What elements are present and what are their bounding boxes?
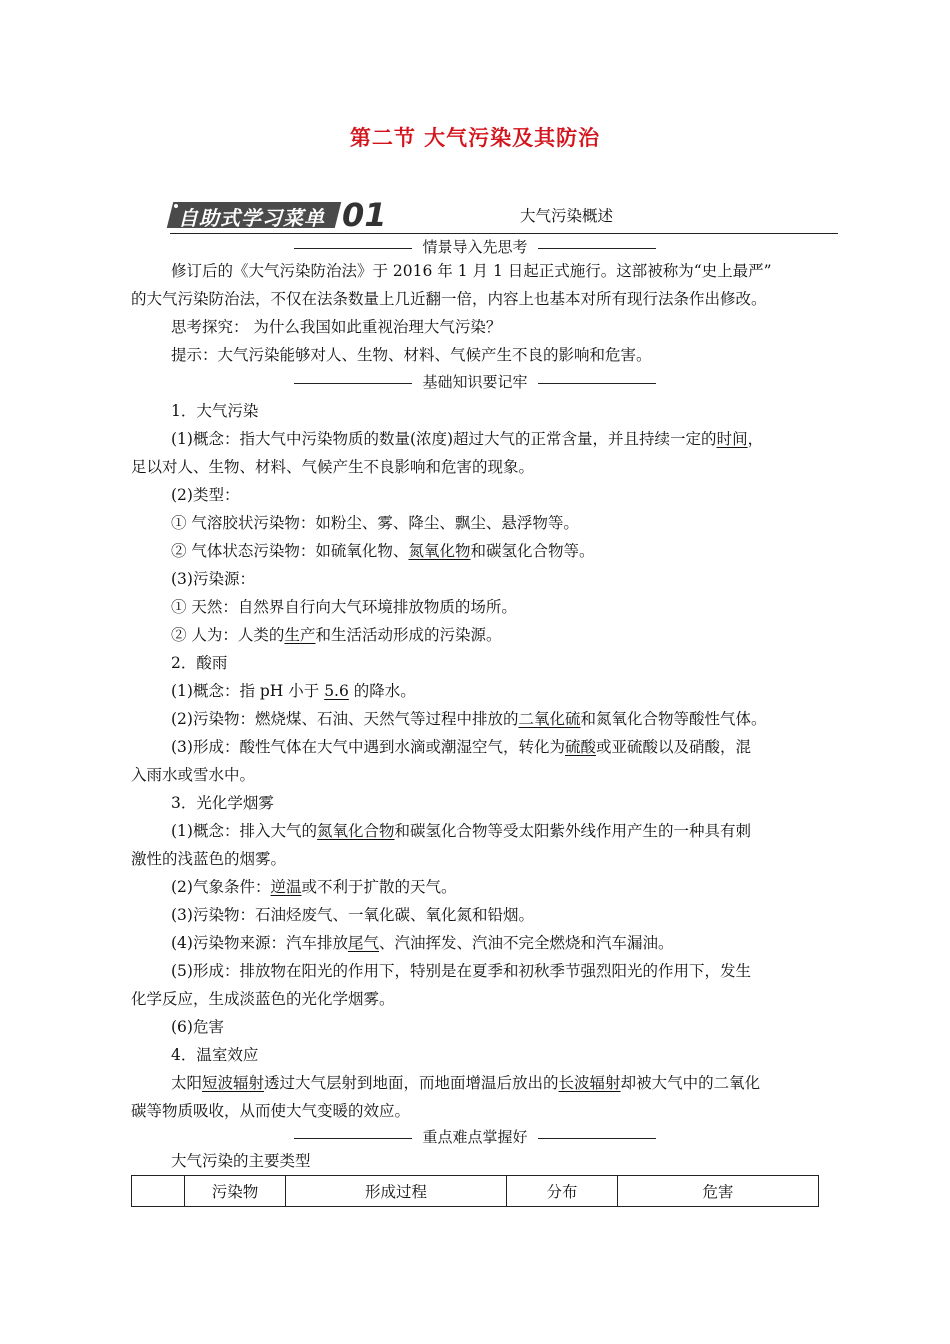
section-heading: 2．酸雨 [171,654,228,672]
divider-scenario: 情景导入先思考 [0,236,950,257]
page-title: 第二节 大气污染及其防治 [349,126,601,150]
text-line: (2)类型： [171,486,240,504]
text-line: 足以对人、生物、材料、气候产生不良影响和危害的现象。 [131,458,535,476]
hint-text: 提示：大气污染能够对人、生物、材料、气候产生不良的影响和危害。 [171,346,652,364]
text-line: (1)概念：指 pH 小于 5.6 的降水。 [171,682,416,700]
answer-blank: 硫酸 [564,738,596,756]
answer-blank: 生产 [284,626,316,644]
table-header-cell: 形成过程 [286,1176,507,1207]
answer-blank: 短波辐射 [202,1074,265,1092]
answer-blank: 氮氧化物 [408,542,471,560]
banner-rule [170,233,838,234]
text-line: (5)形成：排放物在阳光的作用下，特别是在夏季和初秋季节强烈阳光的作用下，发生 [171,962,751,980]
section-heading: 4．温室效应 [171,1046,259,1064]
table-header-cell: 分布 [507,1176,618,1207]
answer-blank: 时间 [716,430,748,448]
banner-number: 01 [342,196,387,234]
text-line: (1)概念：排入大气的氮氧化合物和碳氢化合物等受太阳紫外线作用产生的一种具有刺 [171,822,751,840]
text-line: (2)气象条件：逆温或不利于扩散的天气。 [171,878,457,896]
text-line: (1)概念：指大气中污染物质的数量(浓度)超过大气的正常含量，并且持续一定的时间， [171,430,764,448]
table-caption: 大气污染的主要类型 [171,1152,311,1170]
text-line: 化学反应，生成淡蓝色的光化学烟雾。 [131,990,395,1008]
list-item: ② 人为：人类的生产和生活活动形成的污染源。 [171,626,502,644]
answer-blank: 氮氧化合物 [316,822,395,840]
table-header-cell: 污染物 [185,1176,286,1207]
divider-key-points: 重点难点掌握好 [0,1126,950,1147]
banner-label: 自助式学习菜单 [178,206,325,230]
answer-blank: 5.6 [324,682,349,700]
text-line: (4)污染物来源：汽车排放尾气、汽油挥发、汽油不完全燃烧和汽车漏油。 [171,934,674,952]
answer-blank: 尾气 [347,934,379,952]
text-line: (3)污染源： [171,570,255,588]
table-header-cell [132,1176,185,1207]
intro-paragraph-line: 修订后的《大气污染防治法》于 2016 年 1 月 1 日起正式施行。这部被称为“史上最严” [171,262,772,280]
think-question: 思考探究： 为什么我国如此重视治理大气污染？ [171,318,502,336]
list-item: ① 天然：自然界自行向大气环境排放物质的场所。 [171,598,517,616]
text-line: 入雨水或雪水中。 [131,766,256,784]
divider-basics: 基础知识要记牢 [0,371,950,392]
text-line: (3)形成：酸性气体在大气中遇到水滴或潮湿空气，转化为硫酸或亚硫酸以及硝酸，混 [171,738,751,756]
text-line: (2)污染物：燃烧煤、石油、天然气等过程中排放的二氧化硫和氮氧化合物等酸性气体。 [171,710,767,728]
answer-blank: 逆温 [270,878,302,896]
list-item: ① 气溶胶状污染物：如粉尘、雾、降尘、飘尘、悬浮物等。 [171,514,579,532]
text-line: 太阳短波辐射透过大气层射到地面，而地面增温后放出的长波辐射却被大气中的二氧化 [171,1074,761,1092]
text-line: 激性的浅蓝色的烟雾。 [131,850,287,868]
section-banner [170,196,387,234]
pollution-types-table [131,1175,819,1207]
section-heading: 3．光化学烟雾 [171,794,274,812]
table-header-cell: 危害 [618,1176,819,1207]
intro-paragraph-line: 的大气污染防治法，不仅在法条数量上几近翻一倍，内容上也基本对所有现行法条作出修改。 [131,290,767,308]
section-topic: 大气污染概述 [520,207,614,225]
table-header-row [132,1176,819,1207]
answer-blank: 二氧化硫 [518,710,581,728]
text-line: 碳等物质吸收，从而使大气变暖的效应。 [131,1102,411,1120]
answer-blank: 长波辐射 [558,1074,621,1092]
section-heading: 1．大气污染 [171,402,259,420]
list-item: ② 气体状态污染物：如硫氧化物、氮氧化物和碳氢化合物等。 [171,542,595,560]
text-line: (3)污染物：石油烃废气、一氧化碳、氧化氮和铅烟。 [171,906,534,924]
text-line: (6)危害 [171,1018,224,1036]
